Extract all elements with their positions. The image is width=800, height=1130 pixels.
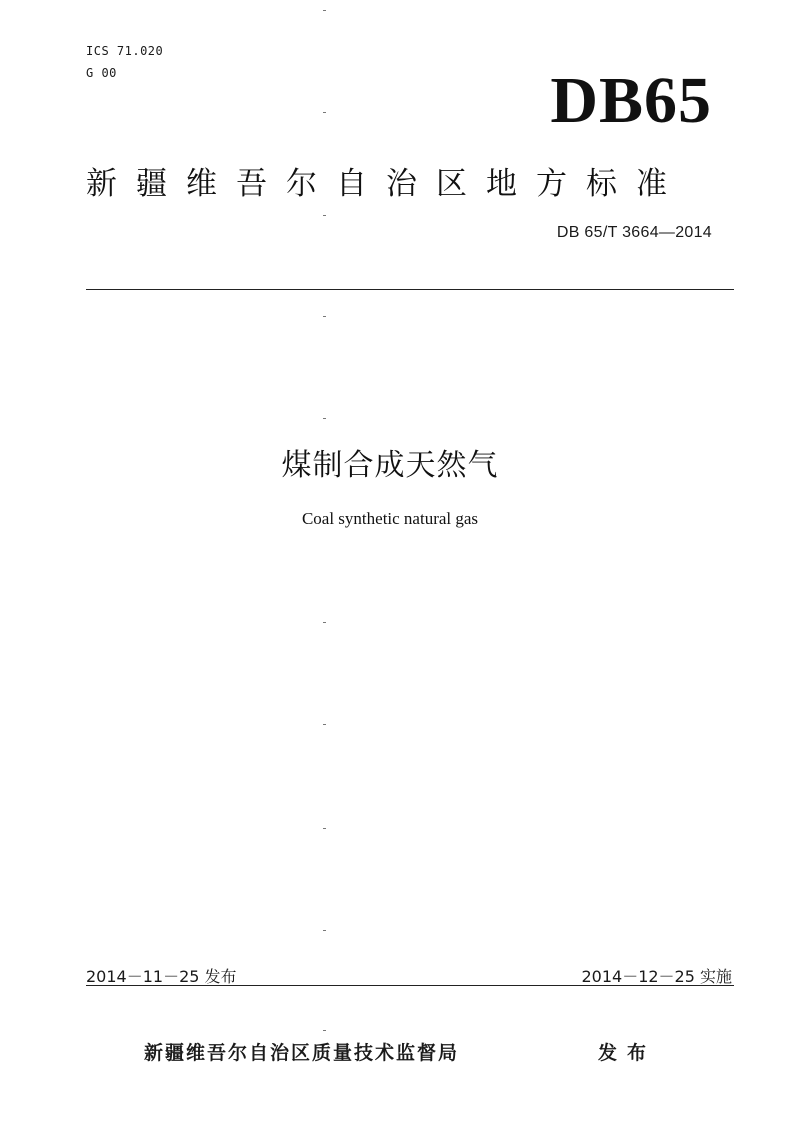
scan-speck [323,418,326,419]
scan-speck [323,724,326,725]
document-title-en: Coal synthetic natural gas [301,509,479,528]
scan-speck [323,10,326,11]
scan-speck [323,828,326,829]
issue-label: 发布 [598,1042,657,1064]
scan-speck [323,316,326,317]
scan-speck [323,112,326,113]
standard-number: DB 65/T 3664—2014 [556,224,712,241]
publish-date: 2014－11－25 发布 [86,967,237,986]
issuing-authority: 新疆维吾尔自治区质量技术监督局 [144,1042,460,1064]
classification-code: G 00 [86,66,117,80]
bottom-divider [86,985,734,986]
scan-speck [323,930,326,931]
implement-date: 2014－12－25 实施 [581,967,732,986]
standard-category-title: 新疆维吾尔自治区地方标准 [86,166,686,202]
scan-speck [323,1030,326,1031]
document-title-cn: 煤制合成天然气 [281,448,499,483]
standard-logo: DB65 [550,64,712,137]
scan-speck [323,622,326,623]
ics-code: ICS 71.020 [86,44,164,58]
scan-speck [323,215,326,216]
top-divider [86,289,734,290]
